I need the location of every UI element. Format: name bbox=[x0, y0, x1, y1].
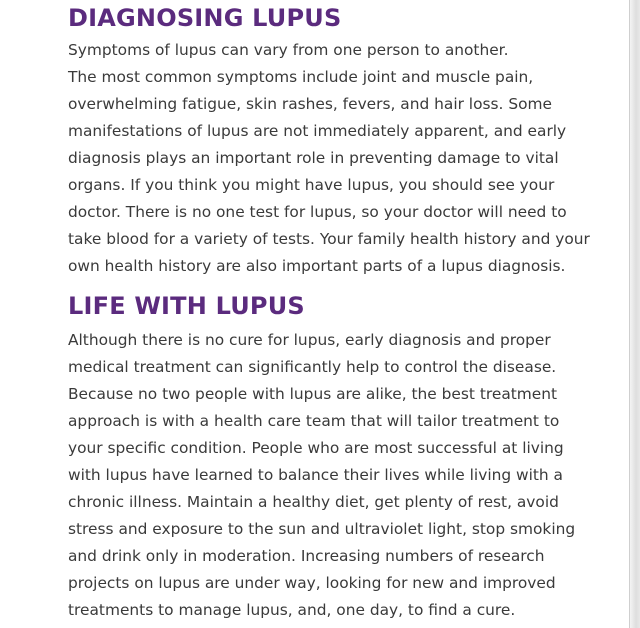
paragraph-line: chronic illness. Maintain a healthy diet, get plenty of rest, avoid bbox=[68, 493, 559, 511]
paragraph-line: treatments to manage lupus, and, one day, to find a cure. bbox=[68, 601, 516, 619]
paragraph-line: stress and exposure to the sun and ultraviolet light, stop smoking bbox=[68, 520, 576, 538]
section-diagnosing-lupus bbox=[68, 4, 588, 280]
section-paragraph bbox=[68, 327, 588, 624]
paragraph-line: and drink only in moderation. Increasing numbers of research bbox=[68, 547, 545, 565]
paragraph-line: organs. If you think you might have lupus, you should see your bbox=[68, 176, 555, 194]
paragraph-line: overwhelming fatigue, skin rashes, fevers, and hair loss. Some bbox=[68, 95, 552, 113]
paragraph-line: doctor. There is no one test for lupus, so your doctor will need to bbox=[68, 203, 567, 221]
paragraph-line: with lupus have learned to balance their lives while living with a bbox=[68, 466, 563, 484]
paragraph-line: medical treatment can significantly help to control the disease. bbox=[68, 358, 557, 376]
paragraph-line: Symptoms of lupus can vary from one person to another. bbox=[68, 41, 509, 59]
paragraph-line: approach is with a health care team that will tailor treatment to bbox=[68, 412, 560, 430]
paragraph-line: projects on lupus are under way, looking for new and improved bbox=[68, 574, 556, 592]
section-paragraph bbox=[68, 37, 588, 280]
section-heading: LIFE WITH LUPUS bbox=[68, 292, 305, 320]
paragraph-line: own health history are also important parts of a lupus diagnosis. bbox=[68, 257, 566, 275]
section-life-with-lupus bbox=[68, 292, 588, 624]
paragraph-line: Because no two people with lupus are alike, the best treatment bbox=[68, 385, 558, 403]
paragraph-line: The most common symptoms include joint and muscle pain, bbox=[68, 68, 534, 86]
paragraph-line: Although there is no cure for lupus, early diagnosis and proper bbox=[68, 331, 551, 349]
paragraph-line: diagnosis plays an important role in preventing damage to vital bbox=[68, 149, 559, 167]
page-edge-shadow bbox=[629, 0, 640, 628]
paragraph-line: manifestations of lupus are not immediately apparent, and early bbox=[68, 122, 567, 140]
paragraph-line: your specific condition. People who are most successful at living bbox=[68, 439, 564, 457]
paragraph-line: take blood for a variety of tests. Your family health history and your bbox=[68, 230, 590, 248]
section-heading: DIAGNOSING LUPUS bbox=[68, 4, 342, 32]
